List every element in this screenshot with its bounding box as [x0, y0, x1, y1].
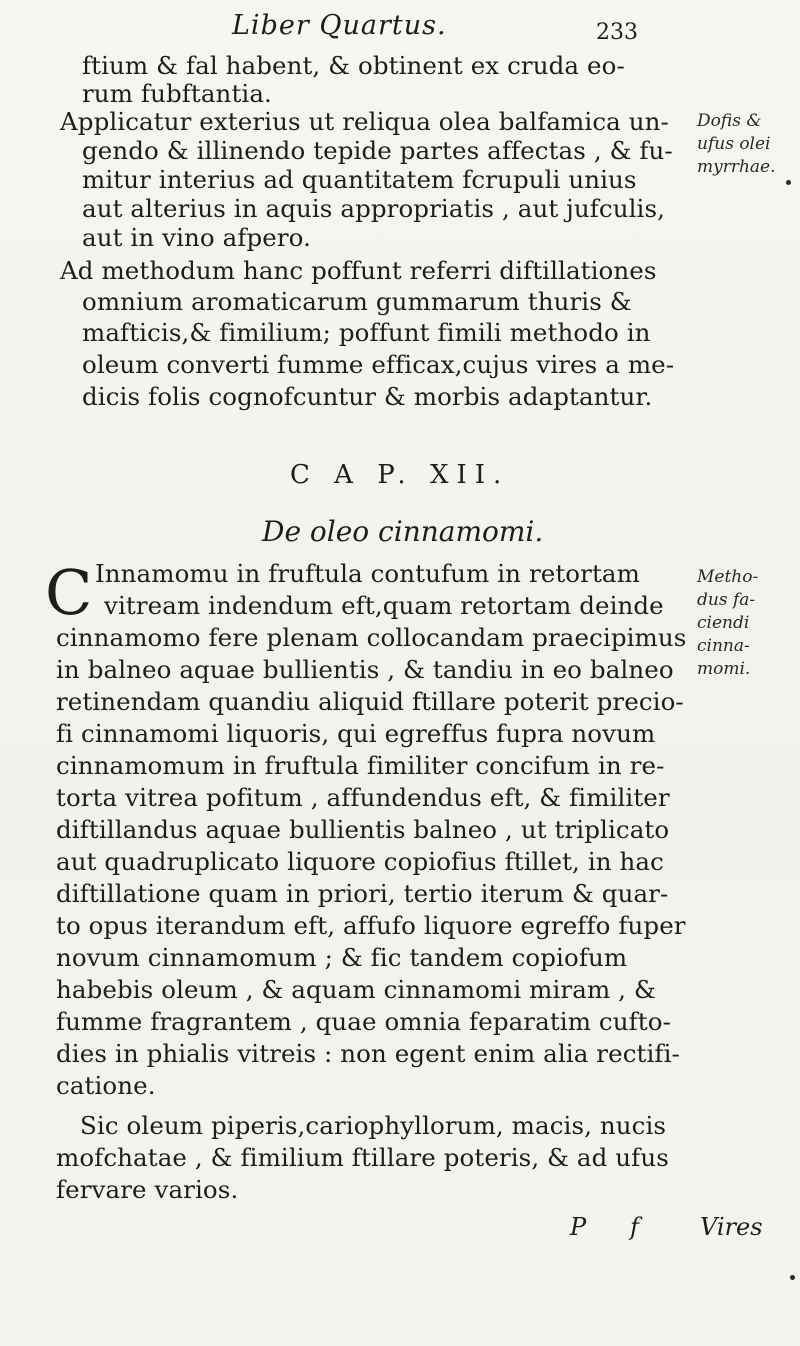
text-line: mofchatae , & fimilium ftillare poteris, & ad ufus	[56, 1143, 669, 1172]
text-line: diftillandus aquae bullientis balneo , ut triplicato	[56, 815, 670, 844]
margin-note-dosis: Dofis & ufus olei myrrhae.	[697, 111, 776, 177]
drop-cap: C	[45, 556, 93, 629]
ink-speck	[786, 180, 791, 185]
text-line: rum fubftantia.	[82, 79, 272, 108]
text-line: aut quadruplicato liquore copiofius ftillet, in hac	[56, 847, 664, 876]
text-line: Innamomu in fruftula contufum in retortam	[95, 559, 640, 588]
text-line: Ad methodum hanc poffunt referri diftillationes	[60, 256, 657, 285]
text-line: Applicatur exterius ut reliqua olea balfamica un-	[60, 107, 669, 136]
text-line: diftillatione quam in priori, tertio iterum & quar-	[56, 879, 669, 908]
text-line: retinendam quandiu aliquid ftillare poterit precio-	[56, 687, 684, 716]
text-line: aut alterius in aquis appropriatis , aut jufculis,	[82, 194, 666, 223]
text-line: omnium aromaticarum gummarum thuris &	[82, 287, 632, 316]
signature-mark: P	[570, 1213, 587, 1241]
chapter-title: De oleo cinnamomi.	[262, 515, 544, 548]
chapter-heading: C A P. XII.	[290, 460, 510, 490]
page-footer	[540, 1213, 780, 1253]
text-line: Sic oleum piperis,cariophyllorum, macis, nucis	[80, 1111, 667, 1140]
text-line: fi cinnamomi liquoris, qui egreffus fupra novum	[56, 719, 656, 748]
text-line: oleum converti fumme efficax,cujus vires a me-	[82, 350, 675, 379]
text-line: to opus iterandum eft, affufo liquore egreffo fuper	[56, 911, 686, 940]
catchword: Vires	[700, 1213, 763, 1241]
signature-letter: f	[630, 1213, 639, 1241]
text-line: dicis folis cognofcuntur & morbis adaptantur.	[82, 382, 653, 411]
text-line: dies in phialis vitreis : non egent enim alia rectifi-	[56, 1039, 680, 1068]
text-line: ftium & fal habent, & obtinent ex cruda eo-	[82, 51, 625, 80]
ink-speck	[790, 1275, 795, 1280]
text-line: catione.	[56, 1071, 156, 1100]
text-line: cinnamomo fere plenam collocandam praecipimus	[56, 623, 687, 652]
text-line: fumme fragrantem , quae omnia feparatim cufto-	[56, 1007, 671, 1036]
text-line: cinnamomum in fruftula fimiliter concifum in re-	[56, 751, 665, 780]
text-line: gendo & illinendo tepide partes affectas , & fu-	[82, 136, 673, 165]
text-line: novum cinnamomum ; & fic tandem copiofum	[56, 943, 628, 972]
text-line: in balneo aquae bullientis , & tandiu in eo balneo	[56, 655, 674, 684]
text-line: vitream indendum eft,quam retortam deinde	[104, 591, 664, 620]
text-line: habebis oleum , & aquam cinnamomi miram , &	[56, 975, 656, 1004]
running-title: Liber Quartus.	[232, 10, 447, 41]
text-line: mitur interius ad quantitatem fcrupuli unius	[82, 165, 637, 194]
running-head	[200, 6, 660, 46]
text-line: aut in vino afpero.	[82, 223, 311, 252]
text-line: mafticis,& fimilium; poffunt fimili methodo in	[82, 318, 651, 347]
page-number: 233	[596, 20, 638, 45]
margin-note-methodus: Metho- dus fa- ciendi cinna- momi.	[697, 567, 759, 679]
text-line: fervare varios.	[56, 1175, 239, 1204]
text-line: torta vitrea pofitum , affundendus eft, & fimiliter	[56, 783, 670, 812]
